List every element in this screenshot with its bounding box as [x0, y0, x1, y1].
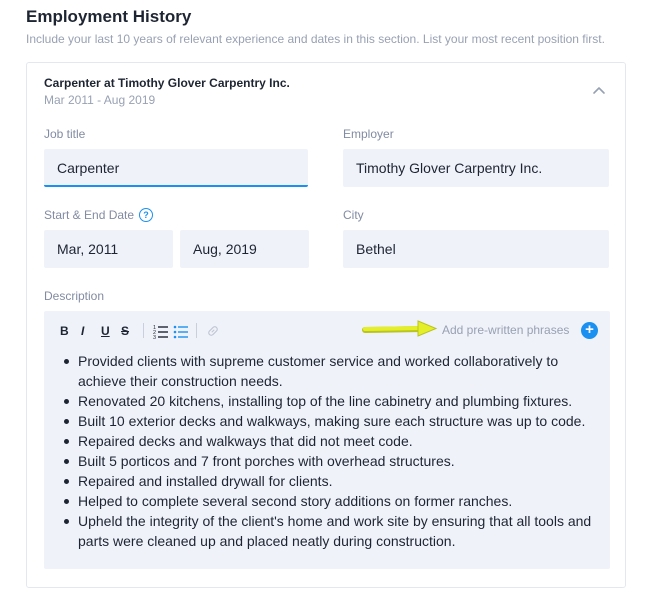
list-item: Helped to complete several second story additions on former ranches.	[62, 491, 592, 511]
list-item: Repaired decks and walkways that did not meet code.	[62, 431, 592, 451]
list-item: Built 10 exterior decks and walkways, making sure each structure was up to code.	[62, 411, 592, 431]
employer-label: Employer	[343, 127, 394, 141]
underline-button[interactable]: U	[101, 324, 110, 338]
city-label: City	[343, 208, 364, 222]
list-item: Built 5 porticos and 7 front porches with overhead structures.	[62, 451, 592, 471]
description-list	[62, 351, 592, 551]
list-item: Renovated 20 kitchens, installing top of the line cabinetry and plumbing fixtures.	[62, 391, 592, 411]
toolbar-divider	[143, 323, 144, 338]
question-circle-icon[interactable]: ?	[139, 208, 153, 222]
entry-dates: Mar 2011 - Aug 2019	[44, 93, 156, 107]
job-title-input[interactable]: Carpenter	[44, 149, 308, 187]
employer-input[interactable]: Timothy Glover Carpentry Inc.	[343, 149, 609, 187]
job-title-label: Job title	[44, 127, 86, 141]
description-label: Description	[44, 289, 105, 303]
link-icon[interactable]	[206, 323, 220, 339]
list-item: Upheld the integrity of the client's home and work site by ensuring that all tools and parts were cleaned up and placed neatly during construction.	[62, 511, 592, 551]
toolbar-divider	[196, 323, 197, 338]
chevron-up-icon[interactable]	[591, 83, 607, 99]
description-editor[interactable]	[44, 311, 610, 569]
list-item: Provided clients with supreme customer service and worked collaboratively to achieve their construction needs.	[62, 351, 592, 391]
city-input[interactable]: Bethel	[343, 230, 609, 268]
section-subtitle: Include your last 10 years of relevant experience and dates in this section. List your most recent position first.	[26, 32, 605, 46]
svg-text:2: 2	[153, 330, 157, 336]
employment-entry-card	[26, 62, 626, 588]
arrow-annotation-icon	[362, 319, 438, 339]
italic-button[interactable]: I	[81, 324, 85, 338]
add-phrases-plus-icon[interactable]: +	[581, 322, 598, 339]
strikethrough-button[interactable]: S	[121, 324, 130, 338]
start-date-input[interactable]: Mar, 2011	[44, 230, 173, 268]
end-date-input[interactable]: Aug, 2019	[180, 230, 309, 268]
dates-label: Start & End Date	[44, 208, 135, 222]
bold-button[interactable]: B	[60, 324, 69, 338]
ordered-list-icon[interactable]	[153, 323, 169, 339]
list-item: Repaired and installed drywall for clients.	[62, 471, 592, 491]
bullet-list-icon[interactable]	[173, 323, 189, 339]
entry-heading[interactable]: Carpenter at Timothy Glover Carpentry Inc.	[44, 76, 290, 90]
section-title: Employment History	[26, 7, 192, 26]
svg-text:3: 3	[153, 335, 157, 339]
svg-text:1: 1	[153, 325, 157, 331]
add-phrases-link[interactable]: Add pre-written phrases	[442, 323, 570, 337]
